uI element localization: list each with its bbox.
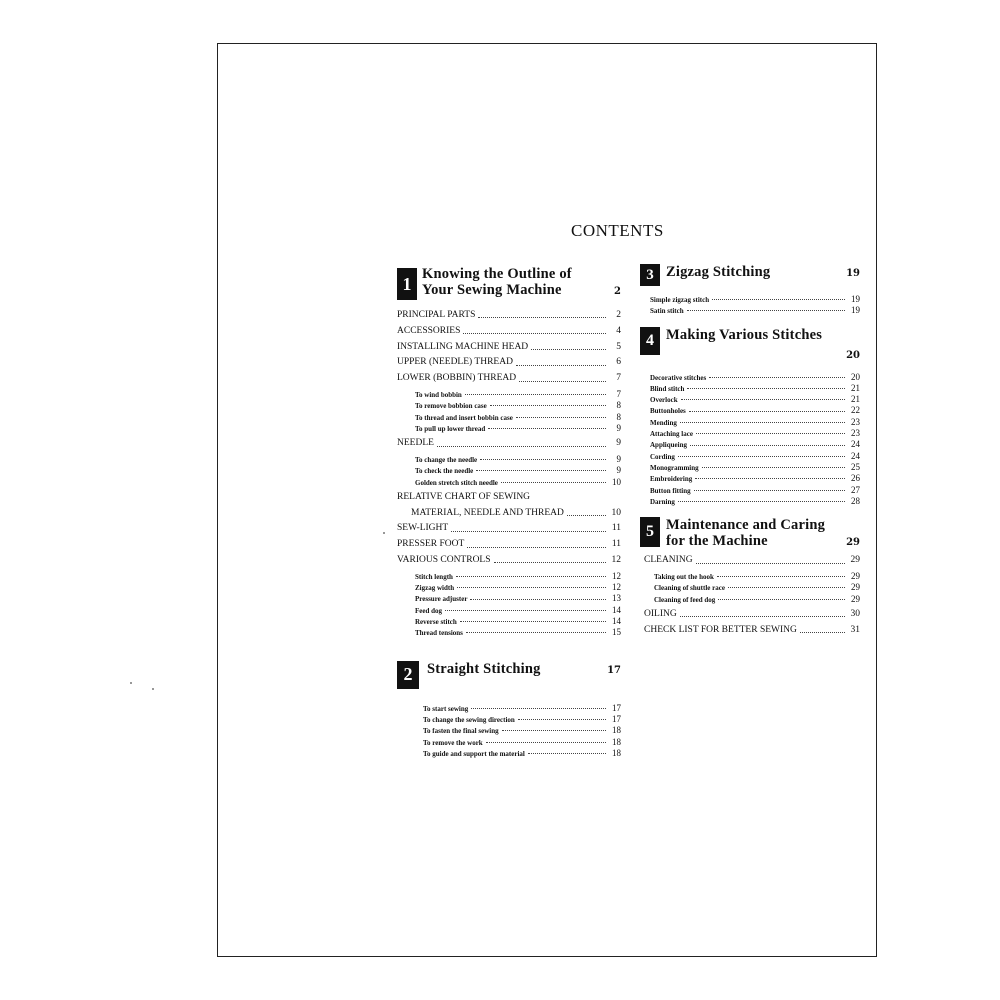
toc-entry-page: 2 (616, 310, 621, 320)
dot-leader (696, 433, 845, 434)
toc-entry (640, 405, 860, 416)
dot-leader (471, 708, 606, 709)
toc-entry-page: 23 (851, 428, 860, 439)
dot-leader (460, 621, 606, 622)
toc-entry-page: 29 (851, 570, 860, 581)
toc-entry-label: To change the needle (415, 455, 478, 464)
toc-entry (397, 326, 621, 342)
toc-entry (397, 737, 621, 748)
toc-entry-label: Cleaning of shuttle race (654, 584, 725, 593)
dot-leader (466, 632, 606, 633)
toc-entry (640, 555, 860, 571)
toc-entry (640, 417, 860, 428)
toc-entry-page: 8 (616, 400, 621, 411)
dot-leader (518, 719, 606, 720)
toc-entry-page: 11 (611, 539, 621, 550)
toc-entry-label: PRINCIPAL PARTS (397, 310, 476, 320)
dot-leader (681, 399, 845, 400)
toc-entry (640, 372, 860, 383)
section-page-number: 19 (846, 268, 860, 279)
toc-entry-label: CLEANING (644, 555, 693, 566)
toc-entry (397, 725, 621, 736)
dot-leader (687, 388, 845, 389)
section-3-heading (640, 264, 860, 286)
toc-entry-label: To fasten the final sewing (423, 727, 499, 736)
toc-entry (397, 357, 621, 373)
toc-entry-page: 12 (611, 555, 621, 566)
toc-entry-page: 6 (616, 357, 621, 368)
toc-entry (640, 485, 860, 496)
toc-entry-page: 9 (616, 438, 621, 449)
toc-entry-label: To remove the work (423, 738, 483, 747)
toc-entry-page: 29 (851, 593, 860, 604)
toc-entry-page: 17 (612, 713, 621, 724)
contents-title: CONTENTS (571, 221, 664, 240)
scan-speck (130, 682, 132, 684)
section-4-entries (640, 372, 860, 508)
toc-entry-page: 10 (611, 507, 621, 518)
toc-entry-page: 12 (612, 582, 621, 593)
section-title: Straight Stitching (427, 660, 541, 677)
section-2-heading (397, 661, 621, 689)
section-number-badge: 4 (640, 327, 660, 355)
toc-entry (397, 748, 621, 759)
toc-entry-page: 25 (851, 461, 860, 472)
toc-entry (397, 539, 621, 555)
toc-entry-label: Attaching lace (650, 430, 693, 439)
toc-entry-page: 18 (612, 747, 621, 758)
toc-entry-label: Buttonholes (650, 407, 686, 416)
dot-leader (470, 599, 606, 600)
dot-leader (490, 405, 606, 406)
toc-entry-page: 9 (616, 422, 621, 433)
toc-entry (397, 389, 621, 400)
section-number-badge: 5 (640, 517, 660, 547)
toc-entry-label: Monogramming (650, 463, 699, 472)
toc-entry (397, 508, 621, 524)
dot-leader (718, 599, 845, 600)
toc-entry (397, 342, 621, 358)
toc-entry (397, 605, 621, 616)
toc-entry (397, 616, 621, 627)
toc-entry-label: Overlock (650, 396, 678, 405)
dot-leader (531, 349, 606, 350)
toc-entry-page: 10 (612, 476, 621, 487)
toc-entry (640, 625, 860, 641)
toc-entry-label: Embroidering (650, 475, 693, 484)
section-page-number: 17 (607, 664, 621, 676)
section-number-badge: 2 (397, 661, 419, 689)
toc-entry (640, 305, 860, 316)
dot-leader (516, 365, 606, 366)
dot-leader (680, 616, 845, 617)
toc-entry-label: Thread tensions (415, 629, 463, 638)
dot-leader (437, 446, 606, 447)
toc-entry (397, 523, 621, 539)
toc-entry (397, 627, 621, 638)
toc-entry-label: To change the sewing direction (423, 715, 515, 724)
toc-entry (640, 394, 860, 405)
dot-leader (680, 422, 845, 423)
toc-entry-page: 19 (851, 305, 860, 316)
toc-entry (397, 571, 621, 582)
dot-leader (800, 632, 845, 633)
toc-entry-label: Feed dog (415, 606, 443, 615)
toc-entry-page: 22 (851, 405, 860, 416)
toc-entry-label: PRESSER FOOT (397, 539, 465, 550)
dot-leader (567, 515, 606, 516)
toc-entry-page: 15 (612, 627, 621, 638)
toc-entry (397, 400, 621, 411)
toc-entry-label: UPPER (NEEDLE) THREAD (397, 357, 513, 368)
dot-leader (501, 482, 606, 483)
section-4-heading (640, 327, 860, 362)
section-title: Making Various Stitches (666, 326, 823, 343)
dot-leader (480, 459, 606, 460)
toc-entry (397, 310, 621, 326)
toc-entry-page: 31 (850, 624, 860, 635)
toc-entry-page: 14 (612, 604, 621, 615)
section-1-heading (397, 266, 621, 300)
toc-entry (640, 294, 860, 305)
dot-leader (678, 456, 845, 457)
toc-entry-label: To wind bobbin (415, 390, 462, 399)
toc-entry (397, 423, 621, 434)
toc-entry (640, 383, 860, 394)
section-page-number: 29 (846, 537, 860, 549)
toc-entry-label: CHECK LIST FOR BETTER SEWING (644, 624, 797, 635)
toc-entry (397, 582, 621, 593)
dot-leader (463, 333, 606, 334)
section-number-badge: 3 (640, 264, 660, 286)
toc-entry-page: 19 (851, 294, 860, 304)
toc-entry-page: 29 (851, 582, 860, 593)
dot-leader (709, 377, 845, 378)
section-5-heading (640, 517, 860, 549)
toc-entry-label: Mending (650, 418, 677, 427)
dot-leader (476, 470, 606, 471)
toc-entry-page: 18 (612, 725, 621, 736)
dot-leader (696, 563, 845, 564)
toc-entry-page: 23 (851, 416, 860, 427)
dot-leader (728, 587, 845, 588)
toc-entry-page: 24 (851, 450, 860, 461)
toc-entry-label: Appliqueing (650, 441, 687, 450)
toc-entry-label: Simple zigzag stitch (650, 296, 710, 304)
toc-entry (640, 609, 860, 625)
dot-leader (457, 587, 606, 588)
toc-entry (640, 496, 860, 507)
toc-entry-label: Pressure adjuster (415, 595, 468, 604)
dot-leader (494, 562, 606, 563)
toc-entry (640, 473, 860, 484)
dot-leader (717, 576, 845, 577)
toc-entry-page: 7 (616, 373, 621, 384)
dot-leader (519, 381, 606, 382)
toc-entry (640, 582, 860, 593)
dot-leader (467, 547, 606, 548)
toc-entry-page: 11 (611, 523, 621, 534)
dot-leader (456, 576, 606, 577)
toc-entry-page: 13 (612, 593, 621, 604)
toc-entry (640, 451, 860, 462)
toc-entry-label: Button fitting (650, 486, 691, 495)
toc-entry (640, 462, 860, 473)
toc-entry-label: Satin stitch (650, 307, 684, 316)
toc-entry (640, 428, 860, 439)
toc-entry-label: RELATIVE CHART OF SEWING (397, 491, 531, 502)
dot-leader (690, 445, 845, 446)
toc-entry-page: 29 (850, 555, 860, 566)
contents-right-column (640, 264, 860, 640)
toc-entry-page: 26 (851, 473, 860, 484)
toc-entry-label: Taking out the hook (654, 572, 714, 581)
toc-entry-label: Decorative stitches (650, 373, 707, 382)
dot-leader (712, 299, 845, 300)
toc-entry (397, 477, 621, 488)
toc-entry-page: 21 (851, 382, 860, 393)
dot-leader (516, 417, 606, 418)
dot-leader (445, 610, 606, 611)
toc-entry-label: Darning (650, 497, 675, 506)
toc-entry (640, 594, 860, 605)
dot-leader (478, 317, 606, 318)
section-5-entries (640, 555, 860, 640)
toc-entry-page: 8 (616, 411, 621, 422)
toc-entry-label: Cleaning of feed dog (654, 595, 716, 604)
scan-speck (383, 532, 385, 534)
toc-entry-page: 21 (851, 394, 860, 405)
toc-entry-label: ACCESSORIES (397, 325, 461, 336)
toc-entry-page: 14 (612, 616, 621, 627)
toc-entry-label: To check the needle (415, 467, 474, 476)
toc-entry-label: Reverse stitch (415, 618, 457, 627)
toc-entry (397, 454, 621, 465)
toc-entry-label: LOWER (BOBBIN) THREAD (397, 373, 517, 384)
toc-entry-label: To thread and insert bobbin case (415, 413, 513, 422)
section-title-line2: for the Machine (666, 533, 768, 550)
section-title-line1: Knowing the Outline of (422, 266, 572, 282)
toc-entry-page: 17 (612, 702, 621, 713)
toc-entry-label: MATERIAL, NEEDLE AND THREAD (411, 507, 564, 518)
toc-entry (397, 373, 621, 389)
dot-leader (678, 501, 845, 502)
toc-entry (397, 714, 621, 725)
toc-entry (397, 555, 621, 571)
section-page-number: 20 (846, 349, 860, 361)
toc-entry (397, 438, 621, 454)
dot-leader (502, 730, 606, 731)
toc-entry (640, 571, 860, 582)
dot-leader (528, 753, 606, 754)
dot-leader (687, 310, 845, 311)
toc-entry-label: NEEDLE (397, 438, 434, 449)
toc-entry (397, 703, 621, 714)
toc-entry-page: 9 (616, 465, 621, 476)
toc-entry-label: SEW-LIGHT (397, 523, 449, 534)
toc-entry-label: Stitch length (415, 572, 453, 581)
dot-leader (451, 531, 606, 532)
section-title-line1: Maintenance and Caring (666, 517, 826, 534)
toc-entry (397, 412, 621, 423)
toc-entry (397, 465, 621, 476)
scan-speck (152, 688, 154, 690)
toc-entry-page: 12 (612, 570, 621, 581)
toc-entry (397, 492, 621, 508)
toc-entry-page: 7 (616, 388, 621, 399)
section-title: Zigzag Stitching (666, 264, 771, 280)
toc-entry-label: VARIOUS CONTROLS (397, 555, 491, 566)
dot-leader (488, 428, 606, 429)
toc-entry-page: 20 (851, 371, 860, 382)
toc-entry-page: 28 (851, 495, 860, 506)
toc-entry-page: 18 (612, 736, 621, 747)
dot-leader (695, 478, 845, 479)
toc-entry-page: 4 (616, 325, 621, 336)
contents-left-column (397, 266, 621, 759)
dot-leader (465, 394, 606, 395)
toc-entry-label: Golden stretch stitch needle (415, 478, 498, 487)
toc-entry-label: To guide and support the material (423, 749, 525, 758)
toc-entry-page: 9 (616, 453, 621, 464)
toc-entry-label: To remove bobbion case (415, 402, 487, 411)
toc-entry-label: Zigzag width (415, 584, 455, 593)
toc-entry-page: 27 (851, 484, 860, 495)
toc-entry-label: Blind stitch (650, 384, 685, 393)
section-number-badge: 1 (397, 268, 417, 300)
toc-entry-page: 24 (851, 439, 860, 450)
section-page-number: 2 (614, 286, 621, 297)
toc-entry (640, 439, 860, 450)
toc-entry-page: 30 (850, 608, 860, 619)
dot-leader (689, 411, 845, 412)
dot-leader (702, 467, 845, 468)
dot-leader (694, 490, 845, 491)
toc-entry-label: Cording (650, 452, 675, 461)
toc-entry (397, 593, 621, 604)
toc-entry-label: OILING (644, 608, 677, 619)
toc-entry-label: To start sewing (423, 704, 469, 713)
toc-entry-page: 5 (616, 341, 621, 352)
toc-entry-label: To pull up lower thread (415, 424, 486, 433)
section-title-line2: Your Sewing Machine (422, 282, 562, 298)
section-2-entries (397, 703, 621, 759)
section-3-entries (640, 294, 860, 317)
toc-entry-label: INSTALLING MACHINE HEAD (397, 341, 529, 352)
dot-leader (486, 742, 606, 743)
section-1-entries (397, 310, 621, 639)
